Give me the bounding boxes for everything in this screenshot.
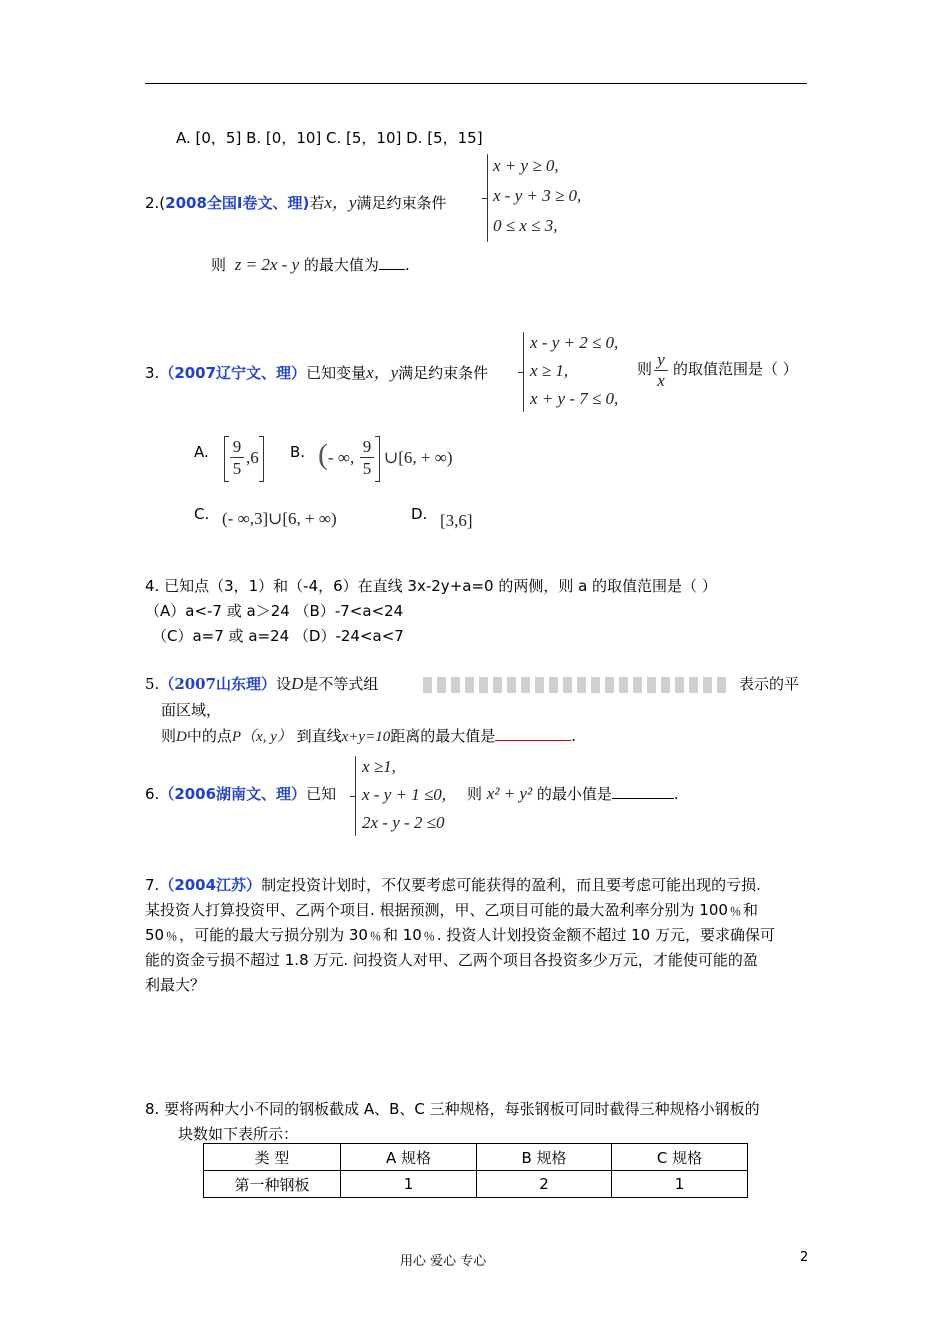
q6-stem: [145, 783, 336, 804]
q3-constraint-2: x ≥ 1,: [530, 361, 569, 380]
q5-line3: [161, 725, 576, 746]
q5-line3-a: 中的点: [186, 727, 232, 745]
q1-options: A. [0，5] B. [0，10] C. [5，10] D. [5，15]: [176, 129, 483, 147]
q2-vars: x，y: [324, 193, 357, 212]
table-cell-a: 1: [341, 1171, 477, 1198]
q5-stem-mid: 是不等式组: [303, 675, 379, 693]
table-cell-b: 2: [477, 1171, 612, 1198]
q3-frac-num: y: [654, 350, 668, 371]
q3-stem: [145, 358, 488, 383]
q7-line-5: 利最大？: [145, 976, 206, 994]
spec-table: [203, 1143, 748, 1198]
q2-then: 则: [211, 256, 227, 274]
q5-point: P（x, y）: [231, 729, 292, 745]
q5-line-eq: x+y=10: [341, 729, 391, 745]
table-header-a: A 规格: [341, 1144, 477, 1171]
q3-frac-den: x: [657, 371, 665, 390]
q3-opt-b-label: B.: [290, 443, 306, 461]
footer-motto: 用心 爱心 专心: [400, 1254, 487, 1269]
q6-constraint-3: 2x - y - 2 ≤0: [362, 813, 445, 832]
q2-stem: [145, 188, 446, 213]
q3-opt-c-expr: (- ∞,3]∪[6, + ∞): [222, 509, 337, 528]
q3-opt-c-label: C.: [194, 505, 210, 523]
q4-stem: 4. 已知点（3，1）和（-4，6）在直线 3x-2y+a=0 的两侧，则 a 的取值范围是（ ）: [145, 577, 717, 595]
q7-line-3: 50﹪，可能的最大亏损分别为 30﹪和 10﹪. 投资人计划投资金额不超过 10 万元，要求确保可: [145, 926, 775, 944]
q5-blank: [495, 740, 571, 741]
q3-opt-b-frac: [360, 436, 374, 479]
q6-expr: x² + y²: [486, 784, 533, 803]
q3-ask: 的取值范围是（ ）: [673, 360, 798, 378]
q3-opt-b-num: 9: [360, 436, 374, 458]
q3-brace: [523, 332, 524, 412]
table-header-row: [204, 1144, 748, 1171]
q2-question: [211, 254, 410, 275]
q6-question: [467, 783, 679, 804]
q2-constraint-2: x - y + 3 ≥ 0,: [493, 186, 582, 205]
q5-line3-pre: 则: [161, 727, 177, 745]
q2-source: 2008全国Ⅰ卷文、理): [165, 194, 310, 212]
q3-vars: x，y: [366, 363, 399, 382]
q6-ask: 的最小值是: [536, 785, 612, 803]
q5-line3-c: 距离的最大值是: [390, 727, 496, 745]
q3-stem-mid: 满足约束条件: [398, 364, 489, 382]
q5-end: .: [571, 727, 577, 745]
q5-var-d: D: [291, 674, 304, 693]
q5-stem-tail: 表示的平: [739, 675, 800, 693]
q7-source: （2004江苏）: [159, 876, 262, 894]
q3-opt-a-bracket-left: [224, 436, 229, 482]
q2-expr: z = 2x - y: [234, 255, 300, 274]
q3-opt-b-bracket: [375, 436, 380, 482]
q6-stem-pre: 已知: [306, 785, 337, 803]
q6-then: 则: [467, 785, 483, 803]
q7-line-4: 能的资金亏损不超过 1.8 万元. 问投资人对甲、乙两个项目各投资多少万元，才能使可能的盈: [145, 951, 758, 969]
q3-then: 则: [637, 360, 653, 378]
table-cell-c: 1: [612, 1171, 748, 1198]
q5-line3-b: 到直线: [296, 727, 342, 745]
header-rule: [145, 83, 807, 84]
q6-number: 6.: [145, 785, 160, 803]
q5-stem-pre: 设: [276, 675, 292, 693]
q3-source: （2007辽宁文、理）: [159, 364, 307, 382]
q5-source: （2007山东理）: [159, 675, 277, 693]
q6-blank: [612, 798, 674, 799]
q7-text-1: 制定投资计划时，不仅要考虑可能获得的盈利，而且要考虑可能出现的亏损.: [261, 876, 761, 894]
q2-number: 2.(: [145, 194, 166, 212]
q3-opt-a-rest: ,6: [246, 448, 259, 467]
q6-source: （2006湖南文、理）: [159, 785, 307, 803]
q3-opt-b-pre: - ∞,: [328, 448, 355, 467]
q6-end: .: [673, 785, 679, 803]
table-header-type: 类 型: [204, 1144, 341, 1171]
q4-options-cd: （C）a=7 或 a=24 （D）-24<a<7: [152, 627, 404, 645]
q5-number: 5.: [145, 675, 160, 693]
q8-line-2: 块数如下表所示：: [178, 1125, 299, 1143]
q2-stem-pre: 若: [309, 194, 325, 212]
q3-opt-d-label: D.: [411, 505, 428, 523]
q3-opt-a-bracket-right: [259, 436, 264, 482]
q2-constraint-1: x + y ≥ 0,: [493, 156, 559, 175]
page-number: 2: [800, 1250, 809, 1265]
q3-opt-a-num: 9: [230, 436, 244, 458]
q6-brace: [355, 756, 356, 836]
q3-opt-a-frac: [230, 436, 244, 479]
q3-stem-pre: 已知变量: [306, 364, 367, 382]
q2-brace: [487, 154, 488, 242]
q3-opt-d-expr: [3,6]: [440, 511, 473, 530]
q4-options-ab: （A）a<-7 或 a＞24 （B）-7<a<24: [145, 602, 404, 620]
q3-opt-a-label: A.: [194, 443, 209, 461]
q5-line2: 面区域，: [161, 701, 222, 719]
q8-line-1: 8. 要将两种大小不同的钢板截成 A、B、C 三种规格，每张钢板可同时截得三种规格小钢板的: [145, 1100, 760, 1118]
table-header-c: C 规格: [612, 1144, 748, 1171]
table-row: [204, 1171, 748, 1198]
table-cell-type: 第一种钢板: [204, 1171, 341, 1198]
q3-opt-b-paren: (: [318, 438, 328, 471]
q2-stem-mid: 满足约束条件: [356, 194, 447, 212]
table-header-b: B 规格: [477, 1144, 612, 1171]
q2-end: .: [404, 256, 410, 274]
q7-line-2: 某投资人打算投资甲、乙两个项目. 根据预测，甲、乙项目可能的最大盈利率分别为 100﹪和: [145, 901, 758, 919]
q6-constraint-2: x - y + 1 ≤0,: [362, 785, 447, 804]
q3-opt-b-rest: ∪[6, + ∞): [384, 448, 453, 467]
q3-opt-b-den: 5: [362, 459, 372, 478]
q6-constraint-1: x ≥1,: [362, 757, 396, 776]
q7-line-1: [145, 874, 761, 895]
q2-ask: 的最大值为: [303, 256, 379, 274]
q5-var-d-2: D: [176, 729, 187, 745]
q3-opt-a-den: 5: [232, 459, 242, 478]
q3-constraint-3: x + y - 7 ≤ 0,: [530, 389, 619, 408]
q5-stem: [145, 673, 378, 694]
q3-frac: [654, 350, 668, 391]
q2-blank: [379, 269, 405, 270]
q3-number: 3.: [145, 364, 160, 382]
q7-number: 7.: [145, 876, 160, 894]
q3-constraint-1: x - y + 2 ≤ 0,: [530, 333, 619, 352]
q5-inequality-image: [423, 677, 731, 693]
q2-constraint-3: 0 ≤ x ≤ 3,: [493, 216, 558, 235]
